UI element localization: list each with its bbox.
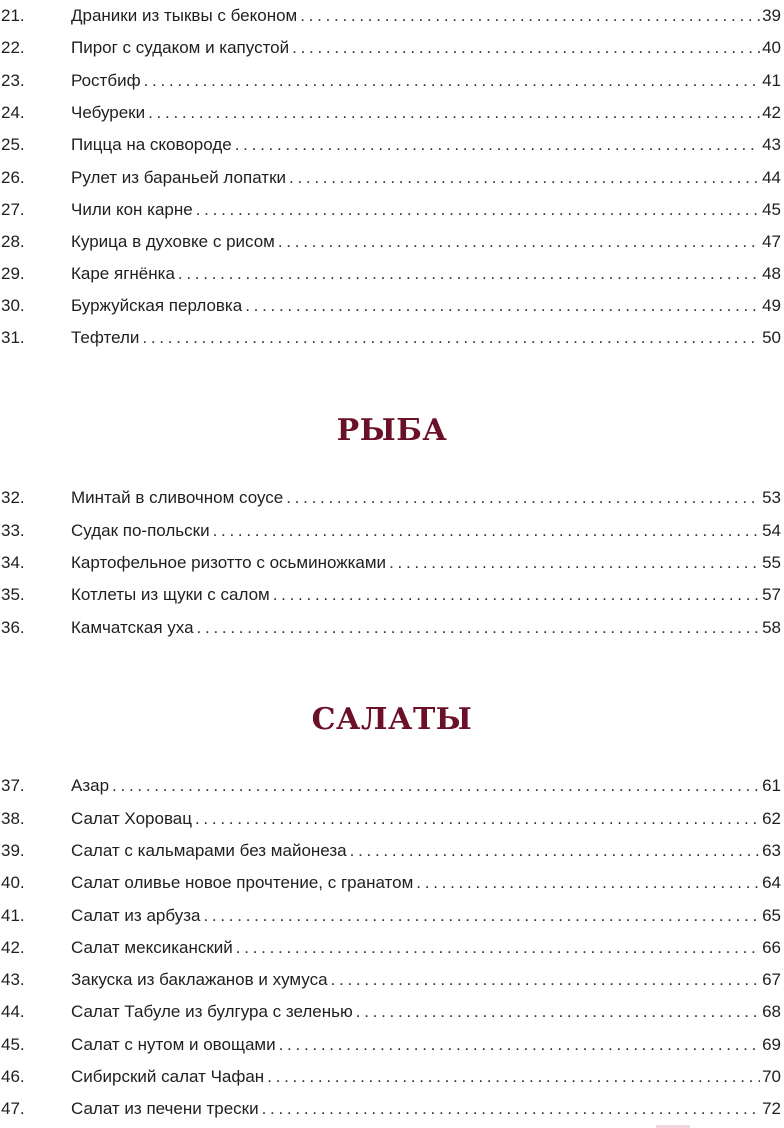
entry-page: 65 (762, 906, 781, 925)
entry-title: Салат Табуле из булгура с зеленью (71, 1002, 353, 1021)
entry-number: 47. (1, 1099, 25, 1118)
dot-leader (195, 804, 760, 834)
entry-title: Салат с нутом и овощами (71, 1035, 276, 1054)
toc-row (0, 580, 784, 610)
entry-number: 34. (1, 553, 25, 572)
dot-leader (144, 66, 761, 96)
toc-row (0, 1, 784, 31)
toc-row (0, 516, 784, 546)
entry-title: Сибирский салат Чафан (71, 1067, 265, 1086)
entry-title: Минтай в сливочном соусе (71, 488, 284, 507)
entry-page: 58 (762, 618, 781, 637)
entry-number: 42. (1, 938, 25, 957)
entry-page: 39 (762, 6, 781, 25)
entry-page: 66 (762, 938, 781, 957)
dot-leader (331, 965, 761, 995)
toc-row (0, 933, 784, 963)
entry-page: 44 (762, 168, 781, 187)
entry-page: 72 (762, 1099, 781, 1118)
entry-title: Салат из печени трески (71, 1099, 259, 1118)
entry-page: 42 (762, 103, 781, 122)
entry-title: Салат оливье новое прочтение, с гранатом (71, 873, 414, 892)
entry-number: 25. (1, 135, 25, 154)
dot-leader (292, 33, 760, 63)
toc-row (0, 195, 784, 225)
entry-number: 41. (1, 906, 25, 925)
dot-leader (289, 163, 760, 193)
dot-leader (235, 130, 760, 160)
entry-title: Закуска из баклажанов и хумуса (71, 970, 328, 989)
entry-page: 54 (762, 521, 781, 540)
toc-row (0, 323, 784, 353)
dot-leader (267, 1062, 760, 1092)
dot-leader (356, 997, 760, 1027)
entry-page: 47 (762, 232, 781, 251)
entry-title: Азар (71, 776, 110, 795)
dot-leader (112, 771, 760, 801)
toc-row (0, 1062, 784, 1092)
entry-title: Буржуйская перловка (71, 296, 243, 315)
toc-row (0, 548, 784, 578)
section-heading-fish: РЫБА (336, 413, 448, 448)
dot-leader (236, 933, 760, 963)
entry-number: 22. (1, 38, 25, 57)
dot-leader (148, 98, 760, 128)
entry-page: 61 (762, 776, 781, 795)
entry-number: 43. (1, 970, 25, 989)
entry-page: 53 (762, 488, 781, 507)
toc-row (0, 259, 784, 289)
toc-row (0, 901, 784, 931)
toc-row (0, 997, 784, 1027)
toc-row (0, 868, 784, 898)
dot-leader (300, 1, 760, 31)
dot-leader (416, 868, 760, 898)
entry-page: 40 (762, 38, 781, 57)
dot-leader (278, 227, 760, 257)
entry-title: Рулет из бараньей лопатки (71, 168, 286, 187)
toc-row (0, 804, 784, 834)
entry-page: 50 (762, 328, 781, 347)
entry-page: 67 (762, 970, 781, 989)
entry-number: 44. (1, 1002, 25, 1021)
entry-title: Пицца на сковороде (71, 135, 232, 154)
entry-title: Салат мексиканский (71, 938, 233, 957)
entry-number: 29. (1, 264, 25, 283)
entry-page: 69 (762, 1035, 781, 1054)
dot-leader (196, 195, 760, 225)
toc-row (0, 1094, 784, 1124)
entry-number: 24. (1, 103, 25, 122)
toc-row (0, 98, 784, 128)
entry-number: 26. (1, 168, 25, 187)
toc-row (0, 613, 784, 643)
dot-leader (178, 259, 760, 289)
dot-leader (279, 1030, 760, 1060)
entry-title: Чебуреки (71, 103, 146, 122)
entry-number: 45. (1, 1035, 25, 1054)
entry-title: Драники из тыквы с беконом (71, 6, 298, 25)
dot-leader (245, 291, 760, 321)
entry-title: Судак по-польски (71, 521, 210, 540)
entry-title: Тефтели (71, 328, 140, 347)
toc-row (0, 291, 784, 321)
entry-number: 27. (1, 200, 25, 219)
entry-title: Пирог с судаком и капустой (71, 38, 290, 57)
entry-title: Камчатская уха (71, 618, 194, 637)
entry-title: Ростбиф (71, 71, 141, 90)
entry-title: Чили кон карне (71, 200, 193, 219)
entry-number: 38. (1, 809, 25, 828)
entry-title: Курица в духовке с рисом (71, 232, 275, 251)
toc-row (0, 130, 784, 160)
entry-number: 30. (1, 296, 25, 315)
toc-row (0, 965, 784, 995)
entry-title: Картофельное ризотто с осьминожками (71, 553, 387, 572)
entry-number: 33. (1, 521, 25, 540)
entry-page: 43 (762, 135, 781, 154)
section-heading-salads: САЛАТЫ (311, 702, 473, 737)
dot-leader (262, 1094, 760, 1124)
entry-page: 55 (762, 553, 781, 572)
dot-leader (197, 613, 761, 643)
entry-page: 48 (762, 264, 781, 283)
toc-row (0, 33, 784, 63)
toc-row (0, 163, 784, 193)
entry-number: 37. (1, 776, 25, 795)
entry-number: 40. (1, 873, 25, 892)
entry-page: 64 (762, 873, 781, 892)
entry-page: 49 (762, 296, 781, 315)
dot-leader (203, 901, 760, 931)
entry-title: Салат с кальмарами без майонеза (71, 841, 347, 860)
dot-leader (350, 836, 760, 866)
entry-number: 28. (1, 232, 25, 251)
toc-row (0, 483, 784, 513)
entry-page: 63 (762, 841, 781, 860)
dot-leader (213, 516, 761, 546)
entry-title: Салат из арбуза (71, 906, 201, 925)
toc-row (0, 227, 784, 257)
entry-title: Салат Хоровац (71, 809, 192, 828)
entry-page: 70 (762, 1067, 781, 1086)
toc-row (0, 836, 784, 866)
toc-row (0, 66, 784, 96)
entry-number: 39. (1, 841, 25, 860)
entry-number: 36. (1, 618, 25, 637)
entry-page: 68 (762, 1002, 781, 1021)
toc-row (0, 1030, 784, 1060)
entry-title: Котлеты из щуки с салом (71, 585, 270, 604)
entry-page: 41 (762, 71, 781, 90)
dot-leader (273, 580, 760, 610)
toc-row (0, 771, 784, 801)
entry-page: 57 (762, 585, 781, 604)
entry-number: 35. (1, 585, 25, 604)
dot-leader (142, 323, 760, 353)
entry-number: 21. (1, 6, 25, 25)
dot-leader (286, 483, 760, 513)
dot-leader (389, 548, 760, 578)
entry-number: 31. (1, 328, 25, 347)
entry-number: 32. (1, 488, 25, 507)
entry-page: 62 (762, 809, 781, 828)
entry-title: Каре ягнёнка (71, 264, 175, 283)
entry-number: 46. (1, 1067, 25, 1086)
entry-page: 45 (762, 200, 781, 219)
entry-number: 23. (1, 71, 25, 90)
